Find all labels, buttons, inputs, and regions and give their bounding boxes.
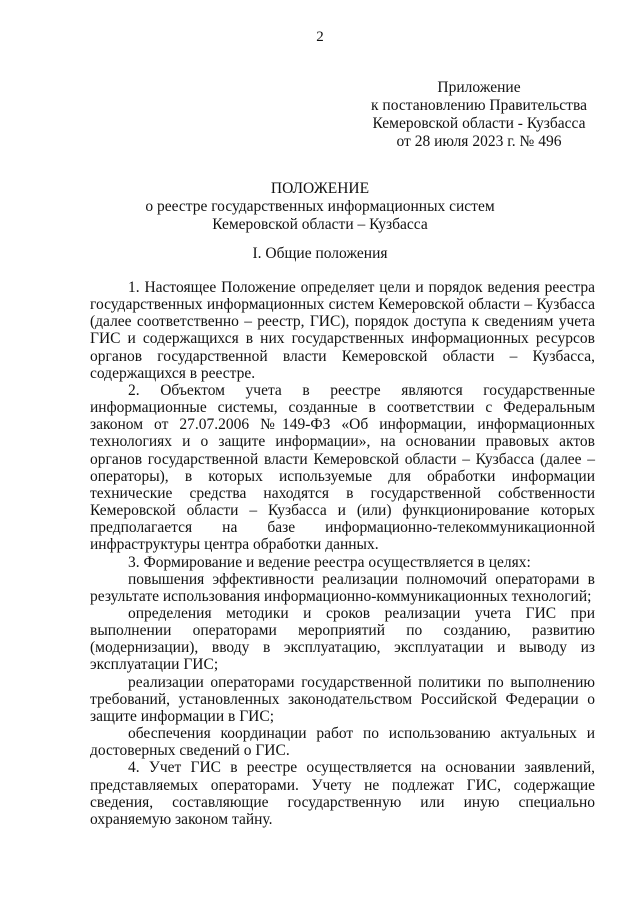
title-line: ПОЛОЖЕНИЕ bbox=[270, 180, 370, 197]
paragraph: 1. Настоящее Положение определяет цели и порядок ведения реестра государственных информационных систем Кемеровской области – Кузбасса (далее соответственно – реестр, ГИС), порядок доступа к сведениям учета ГИС и содержащихся в них государственных информационных ресурсов органов государственной власти Кемеровской области – Кузбасса, содержащихся в реестре. bbox=[90, 279, 595, 382]
paragraph: обеспечения координации работ по использованию актуальных и достоверных сведений о ГИС. bbox=[90, 725, 595, 760]
paragraph: 4. Учет ГИС в реестре осуществляется на основании заявлений, представляемых операторами. Учету не подлежат ГИС, содержащие сведения, составляющие государственную или иную специально охраняемую законом тайну. bbox=[90, 759, 595, 828]
title-line: Кемеровской области – Кузбасса bbox=[212, 216, 428, 233]
page-number: 2 bbox=[316, 29, 324, 45]
section-heading: I. Общие положения bbox=[252, 245, 388, 262]
appendix-line: Кемеровской области - Кузбасса bbox=[372, 115, 586, 132]
paragraph: 3. Формирование и ведение реестра осуществляется в целях: bbox=[128, 553, 531, 571]
appendix-line: Приложение bbox=[437, 79, 521, 96]
appendix-block bbox=[364, 79, 594, 151]
paragraph: реализации операторами государственной политики по выполнению требований, установленных законодательством Российской Федерации о защите информации в ГИС; bbox=[90, 673, 595, 725]
appendix-line: к постановлению Правительства bbox=[371, 97, 587, 114]
paragraph: повышения эффективности реализации полномочий операторами в результате использования информационно-коммуникационных технологий; bbox=[90, 570, 595, 605]
document-body bbox=[90, 279, 595, 828]
document-title bbox=[0, 180, 640, 234]
title-line: о реестре государственных информационных систем bbox=[145, 198, 495, 215]
paragraph: 2. Объектом учета в реестре являются государственные информационные системы, созданные в соответствии с Федеральным законом от 27.07.2006 №149-ФЗ «Об информации, информационных технологиях и о защите информации», на основании правовых актов органов государственной власти Кемеровской области – Кузбасса (далее – операторы), в которых используемые для обработки информации технические средства находятся в государственной собственности Кемеровской области – Кузбасса и (или) функционирование которых предполагается на базе информационно-телекоммуникационной инфраструктуры центра обработки данных. bbox=[90, 381, 595, 554]
appendix-line: от 28 июля 2023 г. № 496 bbox=[396, 133, 562, 150]
paragraph: определения методики и сроков реализации учета ГИС при выполнении операторами мероприятий по созданию, развитию (модернизации), вводу в эксплуатацию, эксплуатации и выводу из эксплуатации ГИС; bbox=[90, 604, 595, 674]
